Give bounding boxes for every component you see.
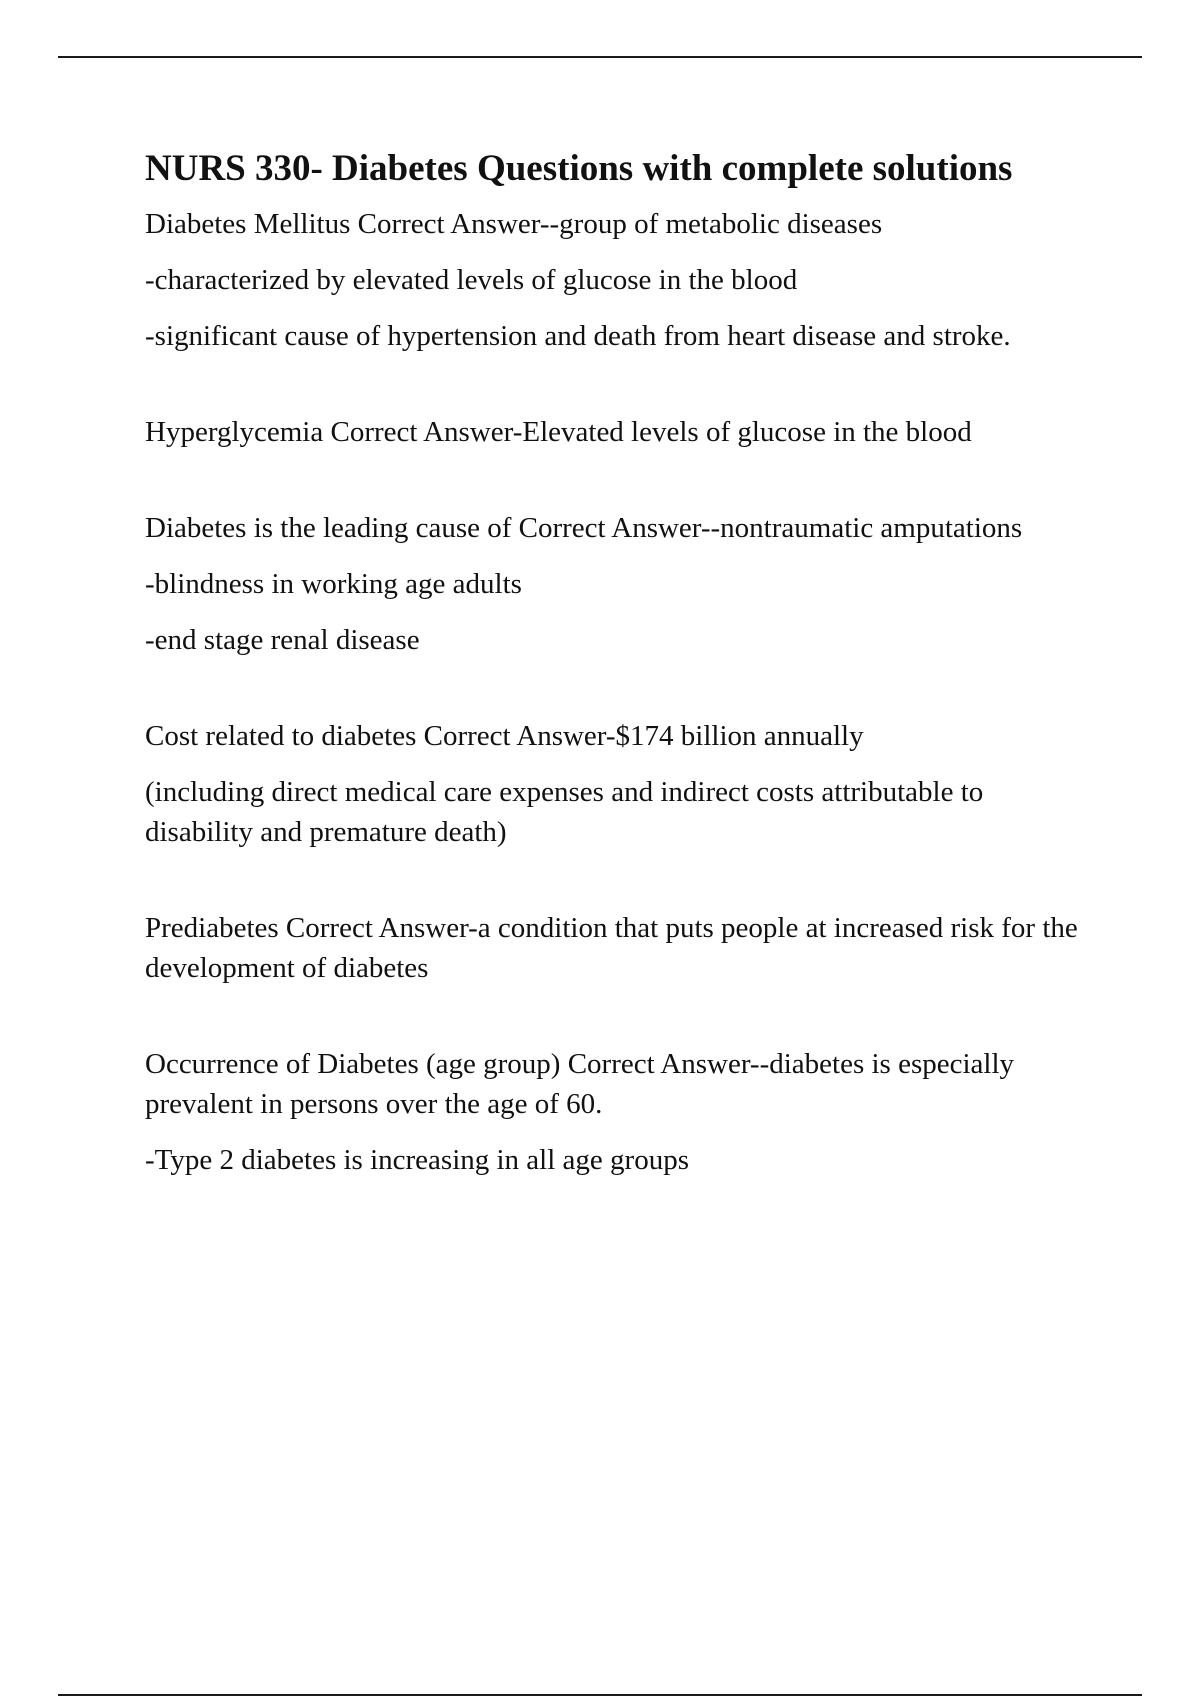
document-body [145, 144, 1085, 1180]
qa-line: -Type 2 diabetes is increasing in all age groups [145, 1144, 689, 1176]
qa-line: -end stage renal disease [145, 624, 420, 656]
qa-line: Diabetes Mellitus Correct Answer--group of metabolic diseases [145, 208, 883, 240]
top-rule [58, 56, 1142, 58]
qa-line: -blindness in working age adults [145, 568, 522, 600]
qa-line: -significant cause of hypertension and death from heart disease and stroke. [145, 320, 1011, 352]
document-title: NURS 330- Diabetes Questions with complete solutions [145, 148, 1013, 189]
qa-card [145, 1044, 1085, 1180]
qa-line: Occurrence of Diabetes (age group) Correct Answer--diabetes is especially prevalent in persons over the age of 60. [145, 1048, 1015, 1120]
bottom-rule [58, 1694, 1142, 1696]
qa-card [145, 908, 1085, 988]
qa-card [145, 412, 1085, 452]
qa-line: -characterized by elevated levels of glucose in the blood [145, 264, 798, 296]
qa-card [145, 204, 1085, 356]
qa-line: Prediabetes Correct Answer-a condition that puts people at increased risk for the development of diabetes [145, 912, 1078, 984]
qa-line: (including direct medical care expenses and indirect costs attributable to disability and premature death) [145, 776, 984, 848]
qa-line: Diabetes is the leading cause of Correct Answer--nontraumatic amputations [145, 512, 1023, 544]
qa-card [145, 508, 1085, 660]
qa-line: Cost related to diabetes Correct Answer-$174 billion annually [145, 720, 864, 752]
qa-line: Hyperglycemia Correct Answer-Elevated levels of glucose in the blood [145, 416, 972, 448]
qa-card [145, 716, 1085, 852]
